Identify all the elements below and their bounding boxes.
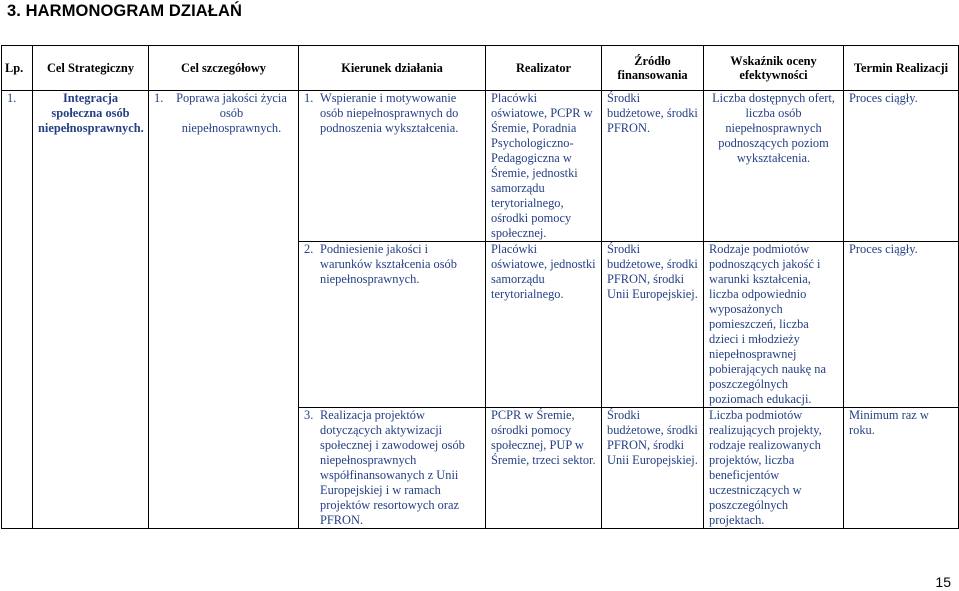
header-lp: Lp. xyxy=(2,46,33,91)
cell-strategic-empty xyxy=(33,242,149,408)
cell-detailed-goal xyxy=(149,91,299,242)
table-header-row xyxy=(2,46,959,91)
header-funding-source: Źródło finansowania xyxy=(602,46,704,91)
table-row xyxy=(2,408,959,529)
header-action-direction: Kierunek działania xyxy=(299,46,486,91)
header-detailed-goal: Cel szczegółowy xyxy=(149,46,299,91)
cell-indicator: Liczba dostępnych ofert, liczba osób niepełnosprawnych podnoszących poziom wykształcenia. xyxy=(704,91,844,242)
cell-lp-empty xyxy=(2,408,33,529)
schedule-table xyxy=(1,45,959,529)
cell-detailed-empty xyxy=(149,408,299,529)
cell-indicator: Liczba podmiotów realizujących projekty, rodzaje realizowanych projektów, liczba beneficjentów uczestniczących w poszczególnych projektach. xyxy=(704,408,844,529)
cell-term: Proces ciągły. xyxy=(844,242,959,408)
direction-number: 3. xyxy=(304,408,314,422)
section-heading: 3. HARMONOGRAM DZIAŁAŃ xyxy=(7,2,243,20)
header-indicator: Wskaźnik oceny efektywności xyxy=(704,46,844,91)
direction-text: Realizacja projektów dotyczących aktywizacji społecznej i zawodowej osób niepełnosprawnych współfinansowanych z Unii Europejskiej i w ramach projektów resortowych oraz PFRON. xyxy=(320,408,465,527)
cell-realizer: PCPR w Śremie, ośrodki pomocy społecznej, PUP w Śremie, trzeci sektor. xyxy=(486,408,602,529)
cell-realizer: Placówki oświatowe, PCPR w Śremie, Poradnia Psychologiczno-Pedagogiczna w Śremie, jednostki samorządu terytorialnego, ośrodki pomocy społecznej. xyxy=(486,91,602,242)
cell-action-direction xyxy=(299,408,486,529)
cell-action-direction xyxy=(299,242,486,408)
direction-number: 2. xyxy=(304,242,314,256)
table-row xyxy=(2,91,959,242)
table-row xyxy=(2,242,959,408)
direction-number: 1. xyxy=(304,91,314,105)
header-term: Termin Realizacji xyxy=(844,46,959,91)
cell-lp: 1. xyxy=(2,91,33,242)
cell-funding: Środki budżetowe, środki PFRON, środki Unii Europejskiej. xyxy=(602,408,704,529)
direction-text: Wspieranie i motywowanie osób niepełnosprawnych do podnoszenia wykształcenia. xyxy=(320,91,459,135)
direction-text: Podniesienie jakości i warunków kształcenia osób niepełnosprawnych. xyxy=(320,242,457,286)
cell-funding: Środki budżetowe, środki PFRON, środki Unii Europejskiej. xyxy=(602,242,704,408)
detailed-goal-text: Poprawa jakości życia osób niepełnosprawnych. xyxy=(176,91,287,135)
header-realizer: Realizator xyxy=(486,46,602,91)
cell-term: Minimum raz w roku. xyxy=(844,408,959,529)
cell-funding: Środki budżetowe, środki PFRON. xyxy=(602,91,704,242)
cell-strategic-goal: Integracja społeczna osób niepełnosprawnych. xyxy=(33,91,149,242)
cell-strategic-empty xyxy=(33,408,149,529)
cell-detailed-empty xyxy=(149,242,299,408)
cell-lp-empty xyxy=(2,242,33,408)
cell-action-direction xyxy=(299,91,486,242)
cell-realizer: Placówki oświatowe, jednostki samorządu terytorialnego. xyxy=(486,242,602,408)
page-number: 15 xyxy=(935,574,951,590)
detailed-goal-number: 1. xyxy=(154,91,164,105)
cell-term: Proces ciągły. xyxy=(844,91,959,242)
cell-indicator: Rodzaje podmiotów podnoszących jakość i warunki kształcenia, liczba odpowiednio wyposażonych pomieszczeń, liczba dzieci i młodzieży niepełnosprawnej pobierających naukę na poszczególnych poziomach edukacji. xyxy=(704,242,844,408)
header-strategic-goal: Cel Strategiczny xyxy=(33,46,149,91)
